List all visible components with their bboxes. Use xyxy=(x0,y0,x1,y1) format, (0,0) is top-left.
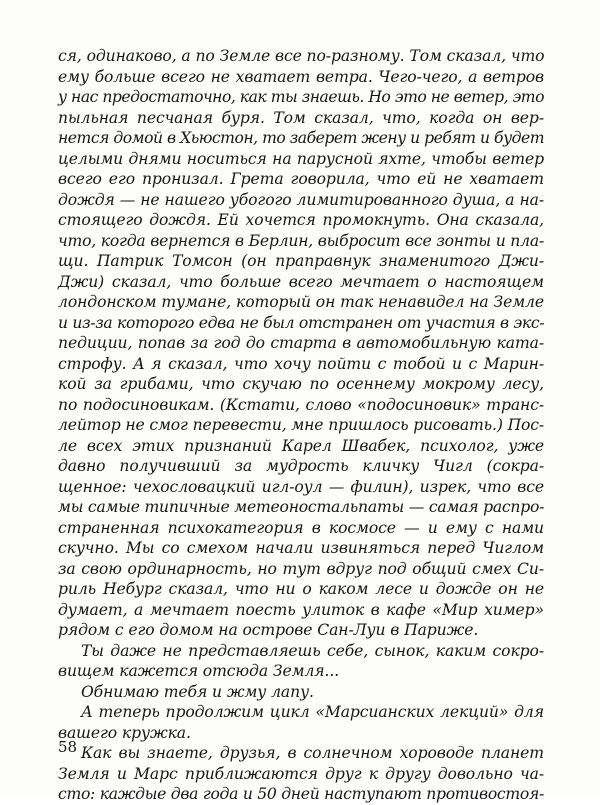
text-line: по подосиновикам. (Кстати, слово «подосиновик» транс- xyxy=(58,395,544,414)
text-line: А теперь продолжим цикл «Марсианских лекций» для xyxy=(81,703,544,721)
text-line: Обнимаю тебя и жму лапу. xyxy=(81,682,314,701)
text-line: щи. Патрик Томсон (он праправнук знаменитого Джи- xyxy=(58,252,544,270)
text-line: сто: каждые два года и 50 дней наступают противостоя- xyxy=(58,785,544,803)
page-number: 58 xyxy=(58,738,78,756)
text-line: пыльная песчаная буря. Том сказал, что, когда он вер- xyxy=(58,108,544,127)
text-line: страненная психокатегория в космосе — и ему с нами xyxy=(58,518,544,537)
body-text xyxy=(58,46,544,805)
text-line: дождя — не нашего убогого лимитированного душа, а на- xyxy=(58,190,544,209)
text-line: нется домой в Хьюстон, то заберет жену и ребят и будет xyxy=(58,129,545,147)
text-line: целыми днями носиться на парусной яхте, чтобы ветер xyxy=(58,149,544,168)
text-line: вищем кажется отсюда Земля... xyxy=(58,662,340,680)
text-line: Ты даже не представляешь себе, сынок, каким сокро- xyxy=(81,641,544,660)
text-line: скучно. Мы со смехом начали извиняться перед Чиглом xyxy=(58,539,544,557)
text-line: педиции, попав за год до старта в автомобильную ката- xyxy=(58,334,544,352)
text-line: всего его пронизал. Грета говорила, что ей не хватает xyxy=(58,170,544,188)
text-line: Как вы знаете, друзья, в солнечном хороводе планет xyxy=(81,744,544,762)
text-line: лондонском тумане, который он так ненавидел на Земле xyxy=(58,293,544,311)
text-line: стоящего дождя. Ей хочется промокнуть. Она сказала, xyxy=(58,211,544,229)
text-line: строфу. А я сказал, что хочу пойти с тобой и с Марин- xyxy=(58,354,544,373)
text-line: Земля и Марс приближаются друг к другу довольно ча- xyxy=(58,764,544,783)
text-line: и из-за которого едва не был отстранен от участия в экс- xyxy=(58,313,545,332)
text-line: ему больше всего не хватает ветра. Чего-чего, а ветров xyxy=(58,67,544,86)
text-line: вашего кружка. xyxy=(58,723,191,742)
text-line: риль Небург сказал, что ни о каком лесе и дожде он не xyxy=(58,580,544,598)
text-line: щенное: чехословацкий игл-оул — филин), изрек, что все xyxy=(58,477,544,496)
text-line: рядом с его домом на острове Сан-Луи в Париже. xyxy=(58,621,479,639)
text-line: кой за грибами, что скучаю по осеннему мокрому лесу, xyxy=(58,375,544,393)
text-line: давно получивший за мудрость кличку Чигл (сокра- xyxy=(58,457,544,475)
text-line: ся, одинаково, а по Земле все по-разному. Том сказал, что xyxy=(58,47,545,65)
text-line: ле всех этих признаний Карел Швабек, психолог, уже xyxy=(58,436,544,455)
text-line: Джи) сказал, что больше всего мечтает о настоящем xyxy=(58,272,544,291)
text-line: мы самые типичные метеоностальпаты — самая распро- xyxy=(58,498,545,516)
text-line: думает, а мечтает поесть улиток в кафе «Мир химер» xyxy=(58,600,544,619)
text-line: что, когда вернется в Берлин, выбросит все зонты и пла- xyxy=(58,231,544,250)
text-line: у нас предостаточно, как ты знаешь. Но это не ветер, это xyxy=(58,88,544,106)
text-line: лейтор не смог перевести, мне пришлось рисовать.) Пос- xyxy=(58,416,545,434)
text-line: за свою ординарность, но тут вдруг под общий смех Си- xyxy=(58,559,544,578)
